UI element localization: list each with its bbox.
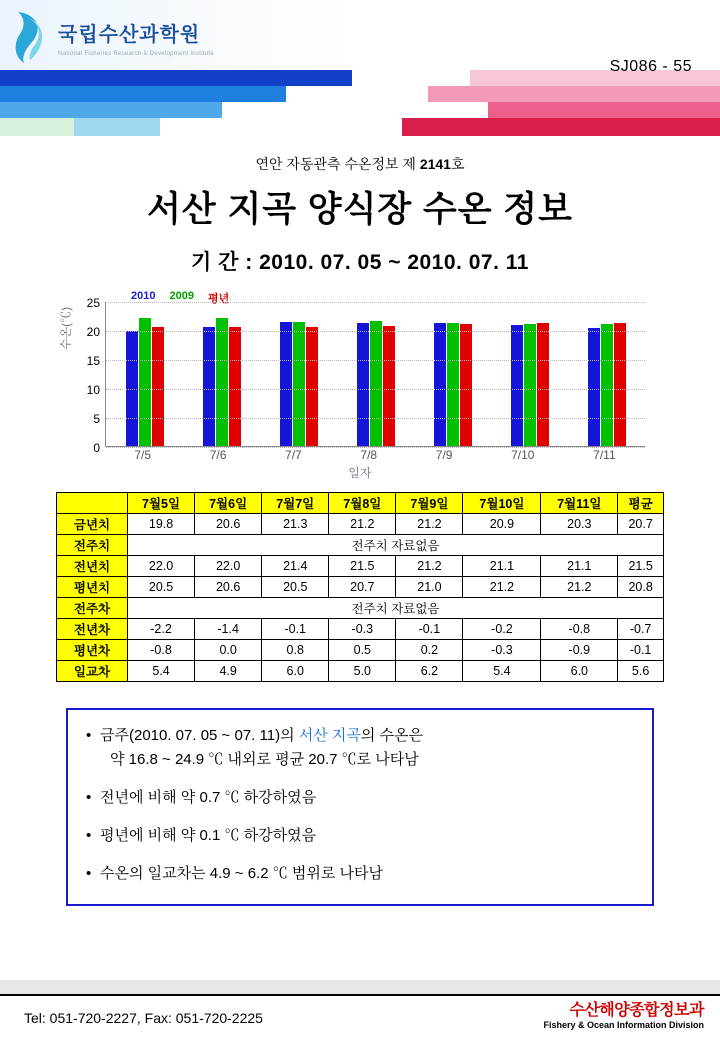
table-cell: 22.0 — [128, 556, 195, 577]
chart-bar — [383, 326, 395, 446]
chart-bar-group — [280, 302, 318, 446]
table-cell-no-data: 전주치 자료없음 — [128, 598, 664, 619]
table-cell: 21.2 — [541, 577, 618, 598]
table-row — [57, 598, 664, 619]
chart-x-tick-label: 7/9 — [435, 448, 453, 462]
summary-box — [66, 708, 654, 906]
table-cell: 20.5 — [128, 577, 195, 598]
table-cell: 4.9 — [195, 661, 262, 682]
table-cell: 0.2 — [396, 640, 463, 661]
table-row-header: 전년치 — [57, 556, 128, 577]
chart-bar — [511, 325, 523, 446]
footer-department — [543, 997, 704, 1030]
table-cell: 20.6 — [195, 514, 262, 535]
table-cell: -0.3 — [329, 619, 396, 640]
summary-item-2: • 전년에 비해 약 0.7 ℃ 하강하였음 — [84, 786, 636, 810]
table-header — [57, 493, 664, 514]
table-cell: 20.7 — [618, 514, 664, 535]
table-cell: 21.1 — [463, 556, 541, 577]
fish-wave-logo-icon — [10, 8, 50, 66]
chart-bar — [216, 318, 228, 446]
table-cell: -0.1 — [618, 640, 664, 661]
chart-x-tick-label: 7/8 — [360, 448, 378, 462]
table-row-header: 평년차 — [57, 640, 128, 661]
temperature-data-table — [56, 492, 664, 682]
footer-band — [0, 980, 720, 994]
chart-gridline — [86, 325, 645, 339]
chart-x-tick-labels — [105, 448, 645, 462]
chart-bar — [434, 323, 446, 446]
table-cell: 20.9 — [463, 514, 541, 535]
chart-y-tick-label: 0 — [93, 441, 100, 455]
table-row — [57, 535, 664, 556]
table-cell-no-data: 전주치 자료없음 — [128, 535, 664, 556]
chart-x-tick-label: 7/6 — [209, 448, 227, 462]
table-cell: 5.4 — [463, 661, 541, 682]
table-cell: 20.7 — [329, 577, 396, 598]
table-cell: -1.4 — [195, 619, 262, 640]
table-column-header: 7월9일 — [396, 493, 463, 514]
header-stripe-pink-3 — [488, 102, 720, 118]
chart-bar — [203, 327, 215, 446]
chart-bar — [280, 322, 292, 446]
table-cell: -2.2 — [128, 619, 195, 640]
table-row-header: 평년치 — [57, 577, 128, 598]
table-header-row — [57, 493, 664, 514]
table-column-header: 7월10일 — [463, 493, 541, 514]
table-body — [57, 514, 664, 682]
table-cell: 20.8 — [618, 577, 664, 598]
table-cell: 21.5 — [329, 556, 396, 577]
table-cell: -0.8 — [128, 640, 195, 661]
summary-item-1-a: 금주(2010. 07. 05 ~ 07. 11)의 — [100, 727, 299, 744]
subtitle-prefix: 연안 자동관측 수온정보 제 — [255, 156, 420, 172]
table-cell: 19.8 — [128, 514, 195, 535]
table-cell: 21.3 — [262, 514, 329, 535]
table-cell: 6.0 — [541, 661, 618, 682]
footer-divider — [0, 994, 720, 996]
table-cell: 21.1 — [541, 556, 618, 577]
chart-bar-group — [434, 302, 472, 446]
table-row-header: 전년차 — [57, 619, 128, 640]
table-cell: -0.9 — [541, 640, 618, 661]
chart-y-tick-label: 10 — [86, 383, 100, 397]
table-row-header: 금년치 — [57, 514, 128, 535]
subtitle-number: 2141 — [419, 156, 451, 172]
chart-bar — [357, 323, 369, 446]
table-row-header: 전주차 — [57, 598, 128, 619]
chart-bars-container — [106, 302, 645, 446]
summary-item-1-line2: 약 16.8 ~ 24.9 ℃ 내외로 평균 20.7 ℃로 나타남 — [110, 751, 419, 768]
document-code: SJ086 - 55 — [609, 58, 692, 75]
table-column-header — [57, 493, 128, 514]
header-stripe-red-bottom — [402, 118, 720, 136]
chart-y-tick-label: 20 — [86, 325, 100, 339]
chart-gridline — [93, 412, 645, 426]
logo-text — [58, 18, 214, 57]
header-stripe-green — [0, 118, 74, 136]
table-row — [57, 640, 664, 661]
org-name-kr: 국립수산과학원 — [58, 23, 201, 46]
table-cell: -0.7 — [618, 619, 664, 640]
table-cell: 22.0 — [195, 556, 262, 577]
chart-y-axis-title: 수온(℃) — [59, 306, 73, 350]
header-stripe-pink-2 — [428, 86, 720, 102]
table-row — [57, 514, 664, 535]
table-cell: -0.3 — [463, 640, 541, 661]
period-label: 기 간 : 2010. 07. 05 ~ 2010. 07. 11 — [191, 251, 529, 274]
chart-x-tick-label: 7/5 — [134, 448, 152, 462]
table-cell: 21.5 — [618, 556, 664, 577]
subtitle-suffix: 호 — [450, 156, 465, 172]
table-column-header: 평균 — [618, 493, 664, 514]
header-stripe-blue-2 — [0, 86, 286, 102]
table-row-header: 일교차 — [57, 661, 128, 682]
org-name-en: National Fisheries Research & Development Institute — [58, 50, 215, 57]
table-cell: 6.0 — [262, 661, 329, 682]
table-cell: 0.0 — [195, 640, 262, 661]
table-column-header: 7월7일 — [262, 493, 329, 514]
table-cell: 5.4 — [128, 661, 195, 682]
chart-bar — [152, 327, 164, 446]
table-cell: -0.1 — [262, 619, 329, 640]
chart-bar-group — [126, 302, 164, 446]
chart-y-tick-label: 15 — [86, 354, 100, 368]
table-row — [57, 661, 664, 682]
chart-gridline — [86, 383, 645, 397]
department-name-en: Fishery & Ocean Information Division — [543, 1020, 704, 1030]
department-name-kr: 수산해양종합정보과 — [569, 1002, 704, 1019]
header-stripe-blue-1 — [0, 70, 352, 86]
table-cell: 21.0 — [396, 577, 463, 598]
table-cell: 20.6 — [195, 577, 262, 598]
table-cell: -0.2 — [463, 619, 541, 640]
footer-contact: Tel: 051-720-2227, Fax: 051-720-2225 — [24, 1010, 263, 1026]
summary-item-1-b: 의 수온은 — [360, 727, 424, 744]
title-block — [0, 154, 720, 276]
table-cell: 21.2 — [329, 514, 396, 535]
summary-item-3: • 평년에 비해 약 0.1 ℃ 하강하였음 — [84, 824, 636, 848]
chart-bar — [293, 322, 305, 446]
page-header — [0, 0, 720, 140]
table-cell: 5.6 — [618, 661, 664, 682]
chart-y-tick-label: 5 — [93, 412, 100, 426]
table-column-header: 7월6일 — [195, 493, 262, 514]
chart-bar-group — [203, 302, 241, 446]
organization-logo — [10, 8, 214, 66]
chart-bar — [537, 323, 549, 446]
table-cell: 0.5 — [329, 640, 396, 661]
table-row — [57, 577, 664, 598]
table-cell: -0.8 — [541, 619, 618, 640]
temperature-bar-chart — [55, 288, 665, 478]
table-cell: 21.2 — [463, 577, 541, 598]
chart-bar — [139, 318, 151, 446]
chart-x-tick-label: 7/10 — [511, 448, 535, 462]
chart-bar — [306, 327, 318, 446]
table-row — [57, 619, 664, 640]
table-cell: 0.8 — [262, 640, 329, 661]
chart-bar-group — [588, 302, 626, 446]
header-stripe-blue-3 — [0, 102, 222, 118]
table-cell: 21.2 — [396, 556, 463, 577]
chart-bar — [370, 321, 382, 446]
table-cell: 21.2 — [396, 514, 463, 535]
chart-bar — [588, 328, 600, 446]
summary-list — [84, 724, 636, 886]
summary-item-4: • 수온의 일교차는 4.9 ~ 6.2 ℃ 범위로 나타남 — [84, 862, 636, 886]
chart-bar-group — [357, 302, 395, 446]
chart-bar — [229, 327, 241, 446]
table-row — [57, 556, 664, 577]
chart-bar — [524, 324, 536, 446]
chart-y-tick-label: 25 — [86, 296, 100, 310]
summary-item-1 — [84, 724, 636, 772]
chart-bar — [460, 324, 472, 446]
chart-bar — [601, 324, 613, 446]
summary-item-1-highlight: 서산 지곡 — [298, 727, 361, 744]
legend-item-2009: 2009 — [169, 290, 194, 302]
legend-item-normal: 평년 — [207, 293, 230, 305]
page-title: 서산 지곡 양식장 수온 정보 — [147, 190, 573, 229]
table-cell: -0.1 — [396, 619, 463, 640]
chart-gridline — [86, 354, 645, 368]
legend-item-2010: 2010 — [131, 290, 156, 302]
document-subtitle — [0, 154, 720, 174]
table-cell: 6.2 — [396, 661, 463, 682]
table-cell: 5.0 — [329, 661, 396, 682]
chart-x-axis-title: 일자 — [348, 466, 372, 480]
chart-bar — [447, 323, 459, 446]
table-cell: 20.3 — [541, 514, 618, 535]
chart-bar-group — [511, 302, 549, 446]
table-column-header: 7월5일 — [128, 493, 195, 514]
table-column-header: 7월8일 — [329, 493, 396, 514]
chart-x-tick-label: 7/7 — [285, 448, 302, 462]
table-row-header: 전주치 — [57, 535, 128, 556]
table-cell: 21.4 — [262, 556, 329, 577]
table-column-header: 7월11일 — [541, 493, 618, 514]
table-cell: 20.5 — [262, 577, 329, 598]
chart-bar — [614, 323, 626, 446]
chart-x-tick-label: 7/11 — [593, 448, 616, 462]
